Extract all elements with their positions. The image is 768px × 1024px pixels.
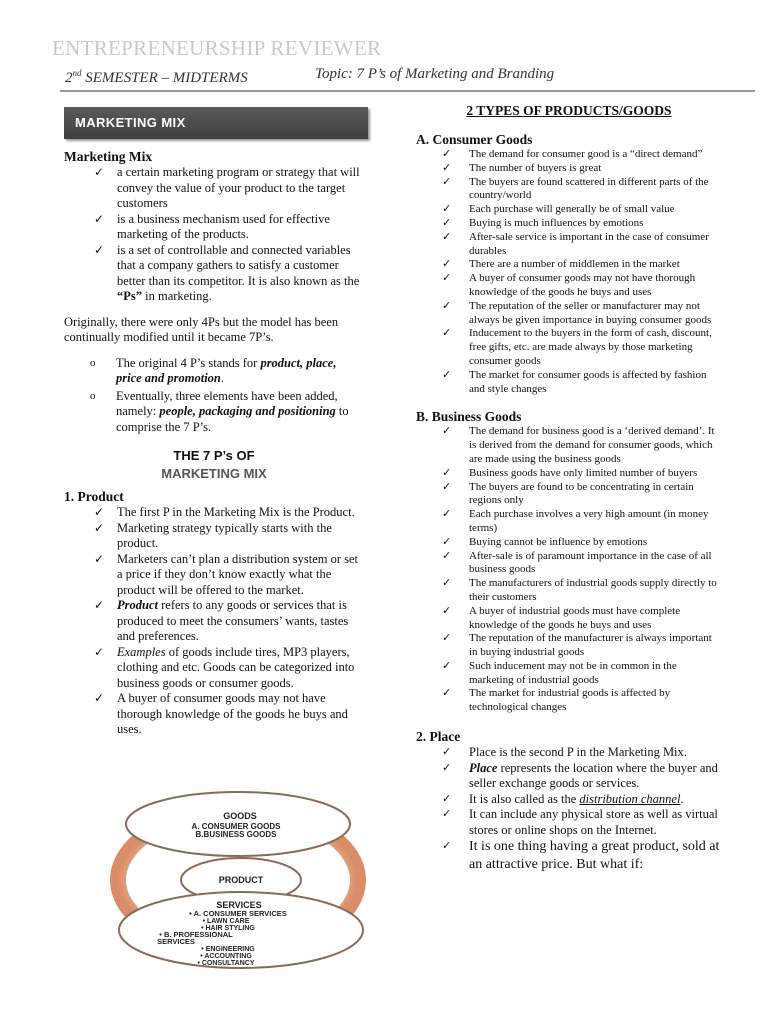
- check-icon: ✓: [442, 258, 452, 271]
- list-item: ✓ Inducement to the buyers in the form of cash, discount, free gifts, etc. are made always by those marketing consumer goods: [442, 327, 712, 367]
- service-line: • ACCOUNTING: [200, 953, 252, 960]
- service-line: • LAWN CARE: [202, 918, 250, 925]
- product-heading: 1. Product: [64, 489, 124, 504]
- check-icon: ✓: [94, 505, 105, 519]
- semester-label: [65, 68, 248, 87]
- check-icon: ✓: [442, 203, 452, 216]
- list-item: ✓ Such inducement may not be in common in the marketing of industrial goods: [442, 659, 677, 686]
- check-icon: ✓: [442, 761, 452, 774]
- list-item: ✓ A buyer of consumer goods may not have thorough knowledge of the goods he buys and uses.: [94, 691, 348, 736]
- list-item: ✓ The market for industrial goods is affected by technological changes: [442, 687, 671, 714]
- circle-bullet-icon: o: [90, 356, 96, 369]
- check-icon: ✓: [442, 175, 452, 188]
- marketing-mix-banner: MARKETING MIX: [64, 107, 368, 139]
- check-icon: ✓: [442, 746, 452, 759]
- business-goods-heading: B. Business Goods: [416, 409, 522, 425]
- place-list: [442, 745, 722, 873]
- check-icon: ✓: [442, 425, 452, 438]
- check-icon: ✓: [442, 508, 452, 521]
- marketing-mix-heading: Marketing Mix: [64, 149, 153, 164]
- business-goods-list: [442, 425, 722, 715]
- semester-text: SEMESTER – MIDTERMS: [81, 70, 248, 86]
- list-item: ✓ Business goods have only limited number of buyers: [442, 466, 698, 479]
- origin-paragraph: Originally, there were only 4Ps but the model has been continually modified until it became 7P’s.: [64, 314, 339, 344]
- check-icon: ✓: [94, 165, 105, 179]
- list-item: ✓ After-sale service is important in the case of consumer durables: [442, 230, 709, 257]
- list-item: ✓ It is also called as the distribution channel.: [442, 791, 684, 806]
- list-item: ✓ After-sale is of paramount importance in the case of all business goods: [442, 549, 712, 576]
- check-icon: ✓: [442, 535, 452, 548]
- service-line: • ENGINEERING: [201, 946, 255, 953]
- check-icon: ✓: [442, 659, 452, 672]
- list-item: ✓ Marketing strategy typically starts with the product.: [94, 520, 332, 550]
- right-column: [416, 103, 722, 873]
- check-icon: ✓: [94, 691, 105, 705]
- check-icon: ✓: [442, 577, 452, 590]
- seven-ps-title: THE 7 P’s OF MARKETING MIX: [161, 448, 267, 481]
- check-icon: ✓: [442, 808, 452, 821]
- check-icon: ✓: [442, 687, 452, 700]
- goods-consumer: A. CONSUMER GOODS: [191, 822, 281, 831]
- list-item: ✓ Buying is much influences by emotions: [442, 216, 644, 229]
- services-title: SERVICES: [216, 900, 262, 910]
- list-item: ✓ A buyer of consumer goods may not have thorough knowledge of the goods he buys and uses: [442, 272, 696, 298]
- left-column: [64, 107, 364, 738]
- list-item: ✓ The first P in the Marketing Mix is the Product.: [94, 505, 355, 519]
- list-item: ✓ The buyers are found to be concentrating in certain regions only: [442, 480, 694, 507]
- check-icon: ✓: [442, 299, 452, 312]
- consumer-goods-list: [442, 148, 722, 396]
- list-item: ✓ Buying cannot be influence by emotions: [442, 535, 648, 548]
- list-item: ✓ The reputation of the seller or manufacturer may not always be given importance in buying consumer goods: [442, 299, 712, 326]
- check-icon: ✓: [94, 242, 105, 257]
- check-icon: ✓: [442, 480, 452, 493]
- check-icon: ✓: [442, 148, 452, 160]
- place-heading: 2. Place: [416, 729, 461, 745]
- marketing-mix-list: [94, 165, 364, 305]
- list-item: ✓ The market for consumer goods is affected by fashion and style changes: [442, 368, 707, 395]
- circle-bullet-icon: o: [90, 389, 96, 402]
- list-item: ✓ The buyers are found scattered in different parts of the country/world: [442, 175, 709, 202]
- check-icon: ✓: [442, 604, 452, 617]
- service-line: SERVICES: [157, 937, 195, 946]
- semester-number: 2: [65, 70, 73, 86]
- check-icon: ✓: [94, 520, 105, 535]
- service-line: • CONSULTANCY: [197, 960, 255, 967]
- list-item: ✓ is a business mechanism used for effective marketing of the products.: [94, 211, 330, 241]
- check-icon: ✓: [94, 598, 105, 612]
- consumer-goods-heading: A. Consumer Goods: [416, 132, 533, 147]
- check-icon: ✓: [442, 466, 452, 479]
- list-item: ✓ a certain marketing program or strategy that will convey the value of your product to the target customers: [94, 165, 360, 210]
- list-item: ✓ The demand for consumer good is a “direct demand”: [442, 148, 703, 160]
- list-item: o The original 4 P’s stands for product, place, price and promotion.: [90, 355, 337, 385]
- document-title: ENTREPRENEURSHIP REVIEWER: [52, 36, 382, 60]
- check-icon: ✓: [442, 368, 452, 381]
- list-item: ✓ Product refers to any goods or services that is produced to meet the consumers’ wants, tastes and preferences.: [94, 598, 349, 643]
- list-item: ✓ A buyer of industrial goods must have complete knowledge of the goods he buys and uses: [442, 604, 681, 631]
- check-icon: ✓: [442, 161, 452, 174]
- product-diagram-svg: [108, 788, 378, 970]
- check-icon: ✓: [94, 644, 105, 659]
- product-label: PRODUCT: [218, 875, 264, 885]
- header-divider: [60, 90, 755, 92]
- goods-title: GOODS: [223, 811, 257, 821]
- list-item: ✓ is a set of controllable and connected variables that a company gathers to satisfy a customer better than its competitor. It is also known as the “Ps” in marketing.: [94, 242, 360, 303]
- list-item: ✓ Each purchase involves a very high amount (in money terms): [442, 508, 709, 534]
- check-icon: ✓: [442, 840, 452, 853]
- page-header: [52, 36, 752, 86]
- list-item: ✓ The number of buyers is great: [442, 161, 602, 174]
- check-icon: ✓: [94, 211, 105, 226]
- check-icon: ✓: [94, 551, 105, 566]
- service-line: • HAIR STYLING: [201, 925, 255, 932]
- list-item: ✓ Place is the second P in the Marketing Mix.: [442, 745, 687, 760]
- list-item: ✓ Marketers can’t plan a distribution system or set a price if they don’t know exactly what the product will be offered to the market.: [94, 551, 359, 597]
- list-item: ✓ The manufacturers of industrial goods supply directly to their customers: [442, 577, 717, 603]
- check-icon: ✓: [442, 632, 452, 645]
- list-item: ✓ Each purchase will generally be of small value: [442, 203, 675, 216]
- check-icon: ✓: [442, 216, 452, 229]
- topic-label: Topic: 7 P’s of Marketing and Branding: [315, 66, 555, 82]
- product-list: [94, 505, 364, 738]
- list-item: ✓ Examples of goods include tires, MP3 players, clothing and etc. Goods can be categorized into business goods or consumer goods.: [94, 644, 355, 690]
- list-item: o Eventually, three elements have been added, namely: people, packaging and positioning to comprise the 7 P’s.: [90, 388, 349, 434]
- goods-business: B.BUSINESS GOODS: [195, 830, 277, 839]
- list-item: ✓ The demand for business good is a ‘derived demand’. It is derived from the demand for consumer goods, which are made using the business goods: [442, 425, 715, 465]
- check-icon: ✓: [442, 272, 452, 285]
- list-item: ✓ It can include any physical store as well as virtual stores or online shops on the Internet.: [442, 807, 718, 837]
- service-line: • A. CONSUMER SERVICES: [189, 909, 287, 918]
- list-item: ✓ There are a number of middlemen in the market: [442, 258, 680, 271]
- check-icon: ✓: [442, 230, 452, 243]
- list-item: ✓ It is one thing having a great product, sold at an attractive price. But what if:: [442, 839, 720, 872]
- check-icon: ✓: [442, 327, 452, 340]
- list-item: ✓ Place represents the location where the buyer and seller exchange goods or services.: [442, 760, 718, 791]
- types-title: 2 TYPES OF PRODUCTS/GOODS: [466, 103, 672, 118]
- check-icon: ✓: [442, 549, 452, 562]
- origin-list: [90, 356, 364, 436]
- service-line: • B. PROFESSIONAL: [159, 930, 233, 939]
- list-item: ✓ The reputation of the manufacturer is always important in buying industrial goods: [442, 632, 712, 659]
- semester-suffix: nd: [72, 68, 82, 78]
- check-icon: ✓: [442, 792, 452, 805]
- product-diagram: [108, 788, 378, 970]
